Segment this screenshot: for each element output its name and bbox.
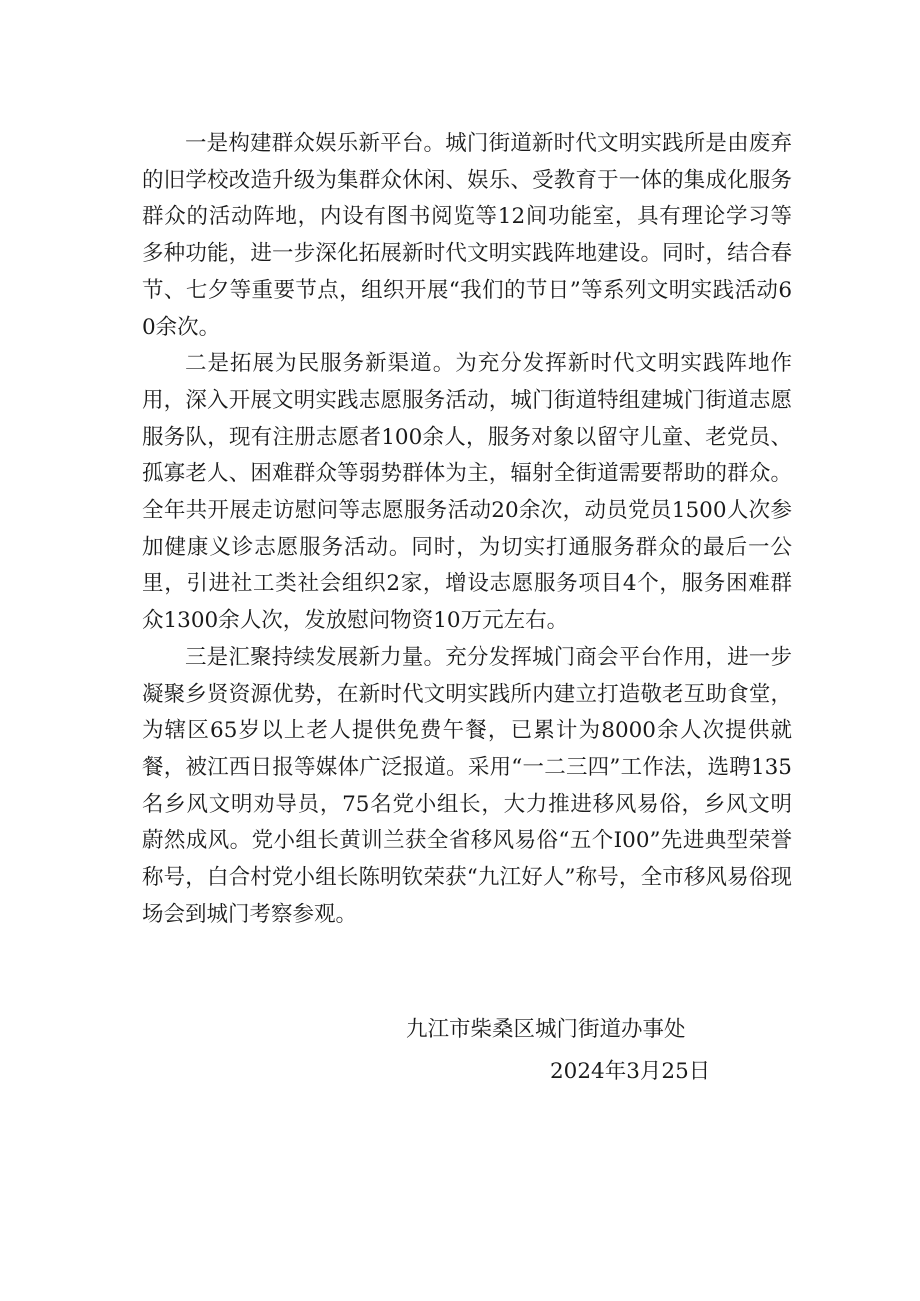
paragraph-development-forces: 三是汇聚持续发展新力量。充分发挥城门商会平台作用，进一步凝聚乡贤资源优势，在新时代文明实践所内建立打造敬老互助食堂，为辖区65岁以上老人提供免费午餐，已累计为8000余人次提供就餐，被江西日报等媒体广泛报道。采用“一二三四”工作法，选聘135名乡风文明劝导员，75名党小组长，大力推进移风易俗，乡风文明蔚然成风。党小组长黄训兰获全省移风易俗“五个I00”先进典型荣誉称号，白合村党小组长陈明钦荣获“九江好人”称号，全市移风易俗现场会到城门考察参观。 xyxy=(142,644,792,927)
document-body xyxy=(142,126,792,933)
paragraph-service-channels: 二是拓展为民服务新渠道。为充分发挥新时代文明实践阵地作用，深入开展文明实践志愿服务活动，城门街道特组建城门街道志愿服务队，现有注册志愿者100余人，服务对象以留守儿童、老党员、孤寡老人、困难群众等弱势群体为主，辐射全街道需要帮助的群众。全年共开展走访慰问等志愿服务活动20余次，动员党员1500人次参加健康义诊志愿服务活动。同时，为切实打通服务群众的最后一公里，引进社工类社会组织2家，增设志愿服务项目4个，服务困难群众1300余人次，发放慰问物资10万元左右。 xyxy=(142,351,792,634)
issue-date: 2024年3月25日 xyxy=(550,1059,711,1084)
paragraph-entertainment-platform: 一是构建群众娱乐新平台。城门街道新时代文明实践所是由废弃的旧学校改造升级为集群众休闲、娱乐、受教育于一体的集成化服务群众的活动阵地，内设有图书阅览等12间功能室，具有理论学习等多种功能，进一步深化拓展新时代文明实践阵地建设。同时，结合春节、七夕等重要节点，组织开展“我们的节日”等系列文明实践活动60余次。 xyxy=(142,131,792,340)
issuing-organization: 九江市柴桑区城门街道办事处 xyxy=(406,1017,686,1042)
